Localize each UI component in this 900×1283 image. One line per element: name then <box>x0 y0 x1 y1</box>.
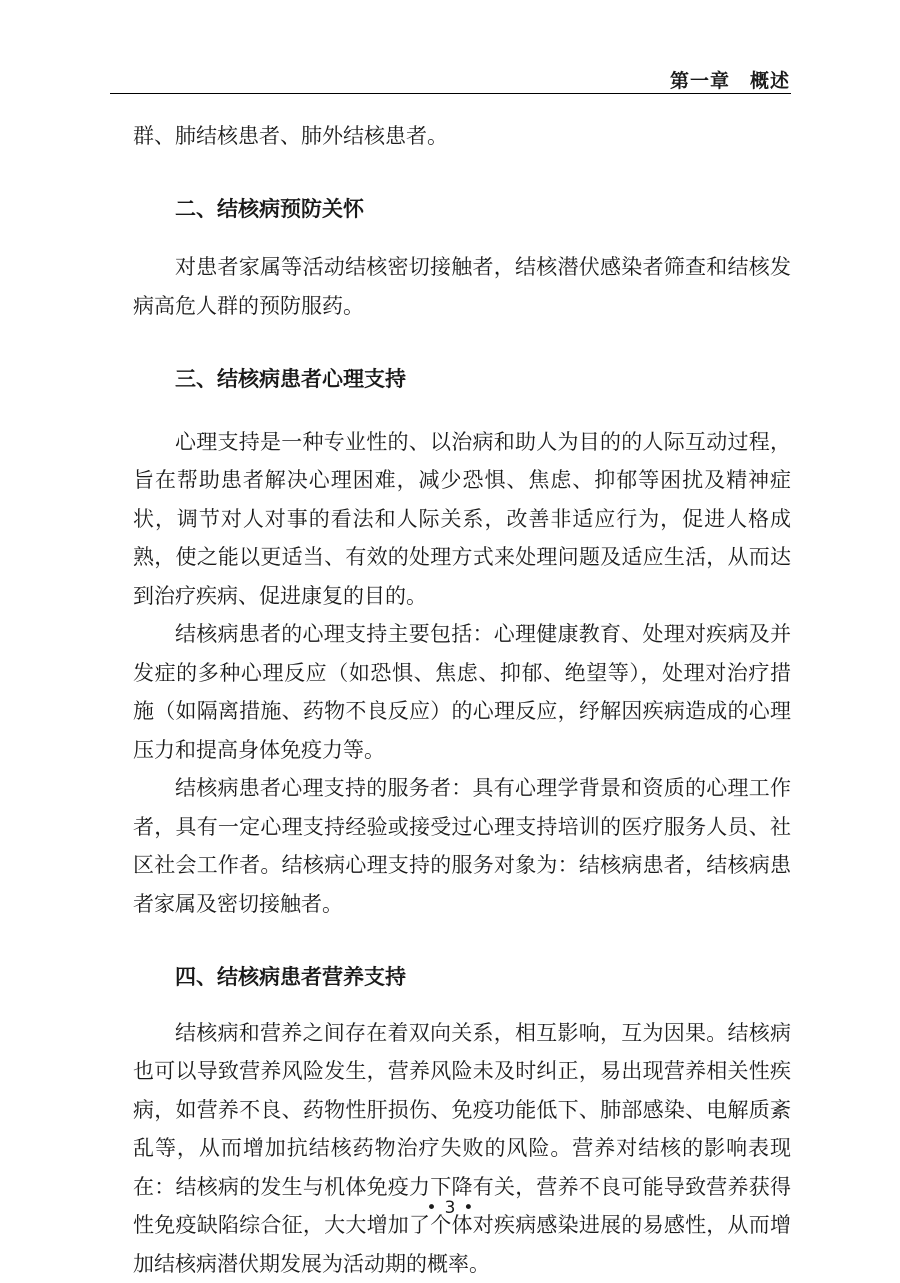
page-body <box>133 117 791 1283</box>
nutrition-paragraph: 结核病和营养之间存在着双向关系，相互影响，互为因果。结核病也可以导致营养风险发生，营养风险未及时纠正，易出现营养相关性疾病，如营养不良、药物性肝损伤、免疫功能低下、肺部感染、电解质紊乱等，从而增加抗结核药物治疗失败的风险。营养对结核的影响表现在：结核病的发生与机体免疫力下降有关，营养不良可能导致营养获得性免疫缺陷综合征，大大增加了个体对疾病感染进展的易感性，从而增加结核病潜伏期发展为活动期的概率。 <box>133 1014 791 1283</box>
header-rule <box>110 93 791 94</box>
bullet-dot-left: • <box>427 1198 437 1218</box>
section-heading-prevention: 二、结核病预防关怀 <box>133 190 791 229</box>
psychological-definition-paragraph: 心理支持是一种专业性的、以治病和助人为目的的人际互动过程，旨在帮助患者解决心理困难，减少恐惧、焦虑、抑郁等困扰及精神症状，调节对人对事的看法和人际关系，改善非适应行为，促进人格成熟，使之能以更适当、有效的处理方式来处理问题及适应生活，从而达到治疗疾病、促进康复的目的。 <box>133 423 791 616</box>
psychological-providers-paragraph: 结核病患者心理支持的服务者：具有心理学背景和资质的心理工作者，具有一定心理支持经验或接受过心理支持培训的医疗服务人员、社区社会工作者。结核病心理支持的服务对象为：结核病患者，结核病患者家属及密切接触者。 <box>133 769 791 923</box>
page-number: 3 <box>445 1198 456 1218</box>
prevention-paragraph: 对患者家属等活动结核密切接触者，结核潜伏感染者筛查和结核发病高危人群的预防服药。 <box>133 248 791 325</box>
section-heading-nutrition-support: 四、结核病患者营养支持 <box>133 958 791 997</box>
psychological-content-paragraph: 结核病患者的心理支持主要包括：心理健康教育、处理对疾病及并发症的多种心理反应（如恐惧、焦虑、抑郁、绝望等），处理对治疗措施（如隔离措施、药物不良反应）的心理反应，纾解因疾病造成的心理压力和提高身体免疫力等。 <box>133 615 791 769</box>
bullet-dot-right: • <box>463 1198 473 1218</box>
section-heading-psychological-support: 三、结核病患者心理支持 <box>133 360 791 399</box>
chapter-title: 第一章 概述 <box>670 66 790 93</box>
page-footer <box>0 1198 900 1218</box>
continuation-paragraph: 群、肺结核患者、肺外结核患者。 <box>133 117 791 156</box>
